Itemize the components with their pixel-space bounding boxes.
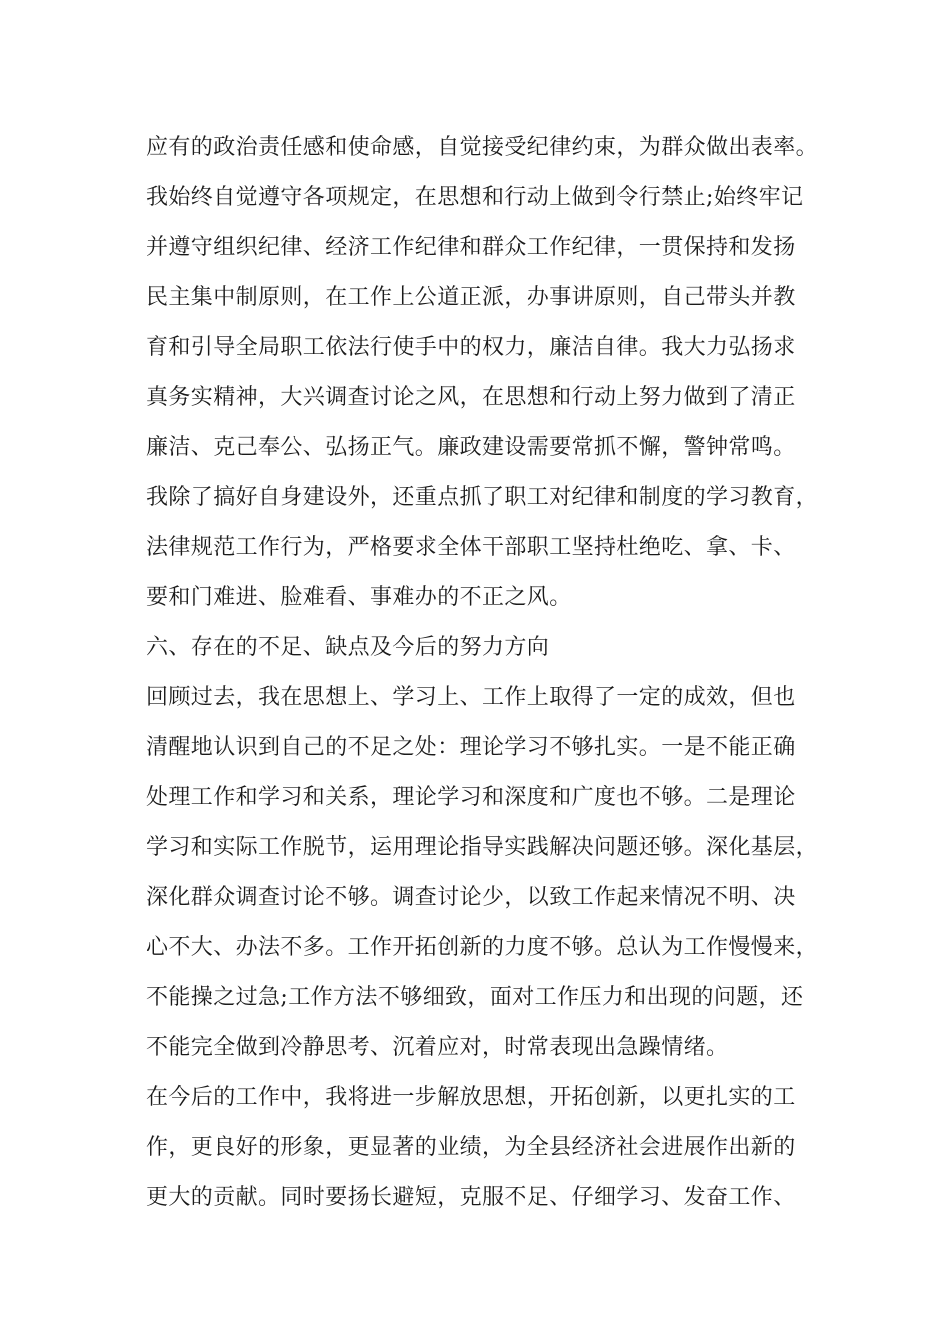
text-line: 处理工作和学习和关系，理论学习和深度和广度也不够。二是理论	[146, 785, 796, 810]
text-line: 深化群众调查讨论不够。调查讨论少，以致工作起来情况不明、决	[146, 885, 796, 910]
text-line: 应有的政治责任感和使命感，自觉接受纪律约束，为群众做出表率。	[146, 135, 819, 160]
text-line: 心不大、办法不多。工作开拓创新的力度不够。总认为工作慢慢来，	[146, 935, 819, 960]
text-line: 回顾过去，我在思想上、学习上、工作上取得了一定的成效，但也	[146, 685, 796, 710]
text-line: 作，更良好的形象，更显著的业绩，为全县经济社会进展作出新的	[146, 1135, 796, 1160]
section-heading: 六、存在的不足、缺点及今后的努力方向	[146, 635, 550, 660]
text-line: 育和引导全局职工依法行使手中的权力，廉洁自律。我大力弘扬求	[146, 335, 796, 360]
text-line: 并遵守组织纪律、经济工作纪律和群众工作纪律，一贯保持和发扬	[146, 235, 796, 260]
text-line: 在今后的工作中，我将进一步解放思想，开拓创新，以更扎实的工	[146, 1085, 796, 1110]
text-line: 我始终自觉遵守各项规定，在思想和行动上做到令行禁止;始终牢记	[146, 185, 804, 210]
text-line: 清醒地认识到自己的不足之处：理论学习不够扎实。一是不能正确	[146, 735, 796, 760]
text-line: 廉洁、克己奉公、弘扬正气。廉政建设需要常抓不懈，警钟常鸣。	[146, 435, 796, 460]
text-line: 我除了搞好自身建设外，还重点抓了职工对纪律和制度的学习教育，	[146, 485, 819, 510]
text-line: 要和门难进、脸难看、事难办的不正之风。	[146, 585, 572, 610]
text-line: 法律规范工作行为，严格要求全体干部职工坚持杜绝吃、拿、卡、	[146, 535, 796, 560]
text-line: 民主集中制原则，在工作上公道正派，办事讲原则，自己带头并教	[146, 285, 796, 310]
text-line: 真务实精神，大兴调查讨论之风，在思想和行动上努力做到了清正	[146, 385, 796, 410]
text-line: 学习和实际工作脱节，运用理论指导实践解决问题还够。深化基层，	[146, 835, 819, 860]
text-line: 更大的贡献。同时要扬长避短，克服不足、仔细学习、发奋工作、	[146, 1185, 796, 1210]
text-line: 不能完全做到冷静思考、沉着应对，时常表现出急躁情绪。	[146, 1035, 729, 1060]
text-line: 不能操之过急;工作方法不够细致，面对工作压力和出现的问题，还	[146, 985, 804, 1010]
